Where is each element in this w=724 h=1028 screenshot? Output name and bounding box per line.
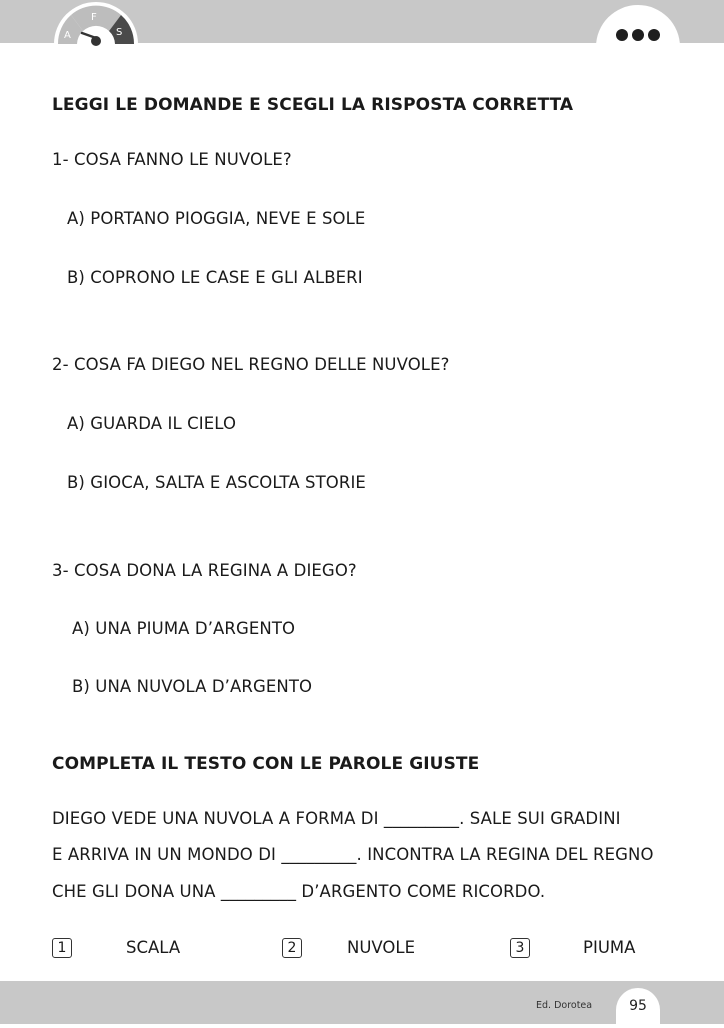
question-1-option-a: A) PORTANO PIOGGIA, NEVE E SOLE bbox=[67, 209, 366, 228]
page-number: 95 bbox=[629, 998, 647, 1014]
fill-text-line-3: CHE GLI DONA UNA _________ D’ARGENTO COME RICORDO. bbox=[52, 882, 546, 901]
question-3-option-a: A) UNA PIUMA D’ARGENTO bbox=[72, 619, 296, 638]
menu-tab bbox=[596, 5, 680, 85]
gauge-icon bbox=[52, 0, 140, 50]
question-2: 2- COSA FA DIEGO NEL REGNO DELLE NUVOLE? bbox=[52, 355, 450, 374]
question-2-option-a: A) GUARDA IL CIELO bbox=[67, 414, 237, 433]
question-3: 3- COSA DONA LA REGINA A DIEGO? bbox=[52, 561, 357, 580]
choice-2-word: NUVOLE bbox=[347, 938, 416, 957]
question-1: 1- COSA FANNO LE NUVOLE? bbox=[52, 150, 292, 169]
choice-1-number: 1 bbox=[52, 938, 72, 958]
choice-1-word: SCALA bbox=[126, 938, 181, 957]
question-1-option-b: B) COPRONO LE CASE E GLI ALBERI bbox=[67, 268, 363, 287]
choice-3-word: PIUMA bbox=[583, 938, 636, 957]
choice-3-number: 3 bbox=[510, 938, 530, 958]
question-3-option-b: B) UNA NUVOLA D’ARGENTO bbox=[72, 677, 313, 696]
fill-text-line-1: DIEGO VEDE UNA NUVOLA A FORMA DI _________. SALE SUI GRADINI bbox=[52, 809, 621, 828]
gauge-letter-a: A bbox=[64, 30, 71, 41]
gauge-letter-s: S bbox=[116, 27, 123, 38]
fill-text-line-2: E ARRIVA IN UN MONDO DI _________. INCONTRA LA REGINA DEL REGNO bbox=[52, 845, 654, 864]
more-icon bbox=[616, 29, 660, 43]
choice-2-number: 2 bbox=[282, 938, 302, 958]
gauge-letter-f: F bbox=[91, 12, 97, 23]
exercise1-title: LEGGI LE DOMANDE E SCEGLI LA RISPOSTA CORRETTA bbox=[52, 95, 574, 115]
question-2-option-b: B) GIOCA, SALTA E ASCOLTA STORIE bbox=[67, 473, 366, 492]
exercise2-title: COMPLETA IL TESTO CON LE PAROLE GIUSTE bbox=[52, 754, 480, 774]
publisher-label: Ed. Dorotea bbox=[536, 1000, 593, 1011]
